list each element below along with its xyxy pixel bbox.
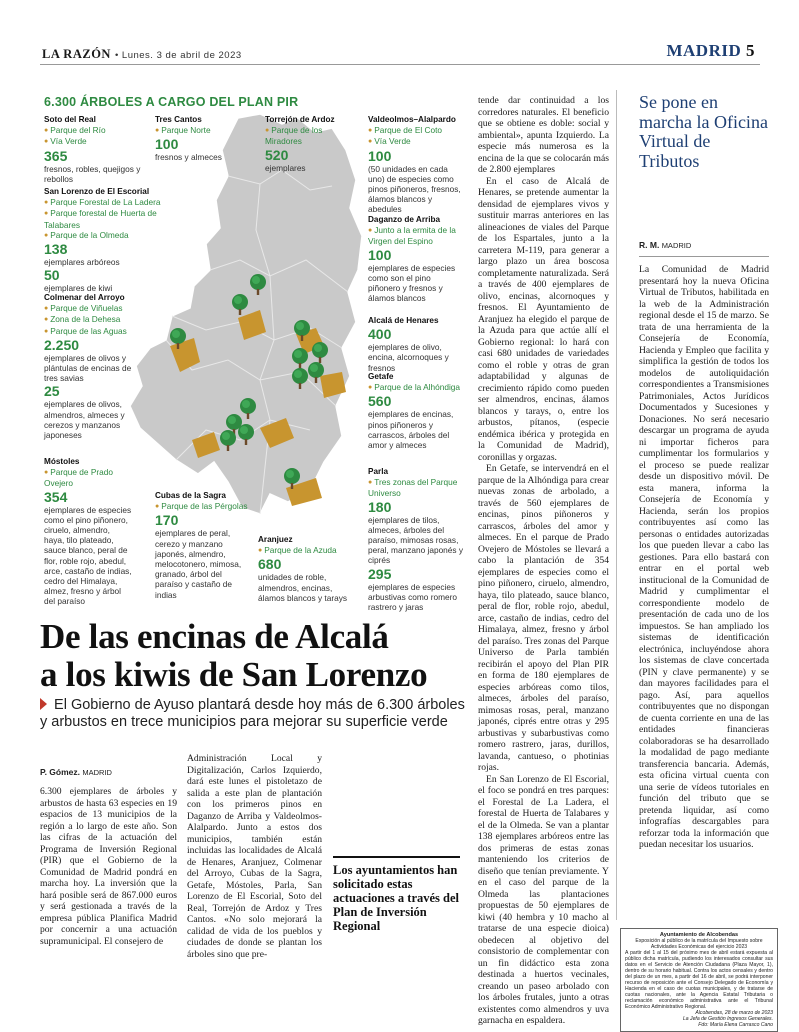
municipality-valdeolmos-alalpardo	[368, 115, 463, 215]
site-label: ● Parque de la Olmeda	[44, 230, 164, 241]
tree-count: 138	[44, 241, 68, 258]
tree-count-secondary: 295	[368, 565, 392, 582]
tree-count: 400	[368, 326, 392, 343]
site-label: ● Junto a la ermita de la Virgen del Espino	[368, 225, 463, 246]
article-paragraph: 6.300 ejemplares de árboles y arbustos de hasta 63 especies en 19 espacios de 13 municipios de la región a lo largo de este año. Son las cifras de la actuación del Programa de Inversión Regional (PIR) que el Gobierno de la Comunidad de Madrid pondrá en marcha hoy. La inversión que la hará posible será de 867.000 euros y será gestionada a través de la empresa pública Planifica Madrid por concernir a una actuación supramunicipal. El consejero de	[40, 786, 177, 947]
tree-count-secondary: 50	[44, 267, 60, 284]
municipality-name: Aranjuez	[258, 535, 293, 544]
article-paragraph: Administración Local y Digitalización, Carlos Izquierdo, dará este lunes el pistoletazo de salida a este plan de plantación con los primeros pinos en Daganzo de Arriba y Valdeolmos-Alalpardo. Junto a estos dos municipios, también están incluidas las localidades de Alcalá de Henares, Aranjuez, Colmenar del Arroyo, Cubas de la Sagra, Getafe, Móstoles, Parla, San Lorenzo de El Escorial, Soto del Real, Torrejón de Ardoz y Tres Cantos. «No solo mejorará la calidad de vida de los pueblos y ciudades de donde se plantan los árboles sino que pre-	[187, 753, 322, 960]
page-number: 5	[746, 41, 755, 60]
sidebar-title: Se pone en marcha la Oficina Virtual de Tributos	[639, 92, 768, 171]
municipality-soto-del-real	[44, 115, 144, 184]
notice-signer-name: Fdo: María Elena Carrasco Cano	[698, 1022, 773, 1028]
species-description: ejemplares de olivos y plántulas de encinas de tres savias	[44, 352, 132, 384]
masthead	[42, 47, 242, 62]
site-label: ● Parque de las Pérgolas	[155, 501, 250, 512]
article-paragraph: En el caso de Alcalá de Henares, se pretende aumentar la densidad de ejemplares vivos y sustituir marras anteriores en las alineaciones de viales del Parque de los Espartales, junto a la carretera M-119, para generar a largo plazo un área boscosa completamente naturalizada. Será a través de 400 ejemplares de olivo, encinas, alcornoques y fresnos. El Ayuntamiento de Aranjuez ha elegido el parque de la Azuda para que actúe allí el Gobierno regional: lo hará con casi 680 unidades de variedades como el roble y otras de gran adaptabilidad y algunas de crecimiento rápido como pueden ser almendros, encinas, álamos blancos y tarays, o, entre los arbustos, pítanos, (especie endémica ibérica y protegida en la Comunidad de Madrid), coronillas y orgazas.	[478, 175, 609, 463]
tree-count-secondary: 25	[44, 383, 60, 400]
species-description: ejemplares de especies como son el pino piñonero y fresnos y álamos blancos	[368, 262, 456, 304]
notice-date: Alcobendas, 28 de marzo de 2023	[695, 1010, 773, 1016]
tree-count: 100	[368, 147, 392, 164]
municipality-aranjuez	[258, 535, 358, 603]
tree-count: 560	[368, 393, 392, 410]
municipality-name: Colmenar del Arroyo	[44, 293, 125, 302]
municipality-name: Móstoles	[44, 457, 80, 466]
section-label	[666, 41, 755, 61]
site-label: ● Parque de la Alhóndiga	[368, 382, 463, 393]
section-name: MADRID	[666, 41, 742, 60]
species-description: ejemplares de olivo, encina, alcornoques y fresnos	[368, 342, 449, 373]
municipality-san-lorenzo-de-el-escorial	[44, 187, 164, 293]
municipality-parla	[368, 467, 463, 612]
municipality-alcala-de-henares	[368, 316, 463, 373]
species-description: ejemplares de tilos, almeces, árboles del paraíso, mimosas rosas, peral, manzano japonés y ciprés	[368, 514, 464, 566]
municipality-name: Valdeolmos–Alalpardo	[368, 115, 456, 124]
municipality-name: Parla	[368, 467, 389, 476]
site-label: ● Parque del Río	[44, 125, 144, 136]
subtitle-line-2: y arbustos en trece municipios para mejorar su superficie verde	[40, 714, 448, 730]
article-paragraph: En San Lorenzo de El Escorial, el foco se pondrá en tres parques: el Forestal de La Ladera, el forestal de Huerta de Talabares y el de la Olmeda. Se van a plantar 138 ejemplares arbóreos entre las dos primeras de estas zonas manteniendo los criterios de diseño que tenían previamente. Y en el caso del parque de la Olmeda las plantaciones propuestas de 50 ejemplares de kiwi (40 hembra y 10 macho al tratarse de una especie dioica) obedecen al objetivo del consistorio de complementar con un fin didáctico esta zona destinada a huertos vecinales, creando un paseo arbolado con los árboles frutales, junto a otras existentes como almendros y uva garnacha en espaldera.	[478, 773, 609, 1026]
sidebar-author: R. M.	[639, 240, 660, 250]
municipality-name: Daganzo de Arriba	[368, 215, 441, 224]
public-notice	[620, 928, 778, 1032]
municipality-name: Soto del Real	[44, 115, 96, 124]
notice-body: A partir del 1 al 15 del próximo mes de abril estará expuesta al público dicha matrícula, pudiendo los interesados consultar sus datos en el Servicio de Atención Ciudadana (Plaza Mayor, 1), dentro de su horario habitual. Contra los actos censales y dentro del plazo de un mes, a partir del 16 de abril, se podrá interponer recurso de reposición ante el Consejo Delegado de Economía y Hacienda en el caso de cuotas municipales, y de tratarse de cuotas nacionales, ante la Agencia Estatal Tributaria o reclamación económico administrativa ante el Tribunal Económico Administrativo Regional.	[625, 950, 773, 1010]
municipality-mostoles	[44, 457, 132, 607]
species-description-secondary: ejemplares de especies arbustivas como romero rastrero y jaras	[368, 581, 457, 613]
site-label: ● Vía Verde	[368, 136, 463, 147]
municipality-tres-cantos	[155, 115, 255, 163]
site-label: ● Parque forestal de Huerta de Talabares	[44, 208, 164, 229]
species-description: ejemplares de especies como el pino piñonero, ciruelo, almendro, haya, tilo plateado, sauce blanco, peral de flor, roble rojo, abedul, arce, castaño de indias, cedro del Himalaya, almez, fresno y árbol del paraíso	[44, 504, 132, 607]
byline-place: MADRID	[82, 768, 112, 777]
sidebar-place: MADRID	[661, 241, 692, 250]
subtitle-line-1: El Gobierno de Ayuso plantará desde hoy más de 6.300 árboles	[54, 697, 465, 713]
species-description: ejemplares de encinas, pinos piñoneros y carrascos, árboles del amor y almeces	[368, 409, 454, 451]
site-label: ● Zona de la Dehesa	[44, 314, 136, 325]
column-divider	[616, 90, 617, 920]
tree-count: 180	[368, 498, 392, 515]
species-description: unidades de roble, almendros, encinas, álamos blancos y tarays	[258, 572, 348, 603]
masthead-date: • Lunes. 3 de abril de 2023	[114, 50, 242, 61]
sidebar-paragraph: La Comunidad de Madrid presentará hoy la nueva Oficina Virtual de Tributos, habilitada en la web de la Administración regional desde el 15 de marzo. Se trata de una herramienta de la Consejería de Economía, Hacienda y Empleo que facilita y simplifica la gestión de todos los modelos de autoliquidación correspondientes a Transmisiones Patrimoniales, Actos Jurídicos Documentados y Sucesiones y Donaciones. No será necesario descargar un programa de ayuda ni importar ficheros para cumplimentar los formularios y el proceso se puede realizar desde un dispositivo móvil. De esta manera, informa la Consejería de Economía y Hacienda, serán los propios contribuyentes así como las personas o entidades autorizadas los que pueden llevar a cabo las gestiones. Para ello bastará con entrar en el portal web institucional de la Comunidad de Madrid y cumplimentar el correspondiente modelo de presentación de cada uno de los impuestos. Se han ampliado los sistemas de identificación electrónica, incluyéndose ahora los sistemas de clave concertada (PIN y clave permanente) y se dan mayores facilidades para el pago. Así, para aquellos contribuyentes que no dispongan de cuenta corriente en una de las entidades financieras colaboradoras se ha desarrollado la modalidad de pago mediante transferencia bancaria. Además, esta oficina virtual cuenta con una serie de vídeos tutoriales en función del tributo que se pretenda liquidar, así como infografías descargables para reforzar toda la información que puedan necesitar los usuarios.	[639, 264, 769, 850]
species-description: ejemplares de peral, cerezo y manzano japonés, almendro, melocotonero, mimosa, granado, árbol del paraíso y castaño de indias	[155, 528, 242, 600]
header-rule	[40, 64, 760, 65]
municipality-name: Alcalá de Henares	[368, 316, 439, 325]
article-paragraph: En Getafe, se intervendrá en el parque de la Alhóndiga para crear nuevas zonas de arbolado, a través de 560 ejemplares de encinas, pinos piñoneros y carrascos, árboles del amor y almeces. En el parque de Prado Ovejero de Móstoles se llevará a cabo la plantación de 354 ejemplares de especies como el pino piñonero, ciruelo, almendro, haya, tilo plateado, sauce blanco, peral de flor, roble rojo, abedul, arce, castaño de indias, cedro del Himalaya, almez, fresno y árbol del paraíso. Tres zonas del Parque Universo de Parla también recibirán el apoyo del Plan PIR en forma de 180 ejemplares de especies arbóreas como tilos, almeces, árboles del paraíso, mimosas rosas, peral, manzano japonés, ciprés entre otras y 295 arbustivas y subarbustivas como romero rastrero, jaras, durillos, lavanda, cantueso, o photinias rojas.	[478, 463, 609, 773]
site-label: ● Parque de El Coto	[368, 125, 463, 136]
species-description: fresnos, robles, quejigos y rebollos	[44, 163, 141, 184]
tree-count: 520	[265, 146, 289, 163]
species-description-secondary: ejemplares de olivos, almendros, almeces y cerezos y manzanos japoneses	[44, 399, 125, 441]
site-label: ● Parque Norte	[155, 125, 255, 136]
pullquote-rule	[333, 856, 460, 858]
headline-line-2: a los kiwis de San Lorenzo	[40, 655, 428, 694]
madrid-region-shape	[130, 114, 362, 514]
notice-subject: Exposición al público de la matrícula del Impuesto sobre Actividades Económicas del ejercicio 2023	[635, 938, 763, 950]
article-column-2	[187, 753, 322, 960]
site-label: ● Vía Verde	[44, 136, 144, 147]
tree-count: 170	[155, 512, 179, 529]
tree-count: 100	[368, 246, 392, 263]
article-paragraph: tende dar continuidad a los corredores naturales. El beneficio que se obtiene es doble: social y ambiental», apunta Izquierdo. La especie más numerosa es la encina de la que se colocarán más de 2.800 ejemplares	[478, 95, 609, 175]
article-column-3	[478, 95, 609, 1027]
site-label: ● Parque de Prado Ovejero	[44, 467, 132, 488]
municipality-cubas-de-la-sagra	[155, 491, 250, 600]
infographic-title: 6.300 ÁRBOLES A CARGO DEL PLAN PIR	[44, 95, 299, 109]
sidebar-body	[639, 264, 769, 851]
site-label: ● Parque de la Azuda	[258, 545, 358, 556]
headline	[40, 618, 427, 694]
site-label: ● Parque de Viñuelas	[44, 303, 136, 314]
site-label: ● Parque de las Aguas	[44, 326, 136, 337]
species-description-secondary: ejemplares de kiwi	[44, 283, 113, 294]
species-description: (50 unidades en cada uno) de especies como pinos piñoneros, fresnos, álamos blancos y abedules	[368, 163, 461, 215]
species-description: ejemplares arbóreos	[44, 257, 120, 268]
municipality-daganzo-de-arriba	[368, 215, 463, 303]
site-label: ● Tres zonas del Parque Universo	[368, 477, 463, 498]
municipality-name: Cubas de la Sagra	[155, 491, 226, 500]
byline-author: P. Gómez.	[40, 767, 80, 777]
tree-count: 2.250	[44, 336, 80, 353]
municipality-getafe	[368, 372, 463, 450]
municipality-torrejon-de-ardoz	[265, 115, 345, 173]
pullquote: Los ayuntamientos han solicitado estas actuaciones a través del Plan de Inversión Regional	[333, 863, 460, 933]
tree-count: 680	[258, 556, 282, 573]
tree-count: 354	[44, 488, 68, 505]
sidebar-byline	[639, 240, 691, 250]
municipality-name: Tres Cantos	[155, 115, 202, 124]
notice-title: Ayuntamiento de Alcobendas	[659, 932, 739, 938]
sidebar-rule	[639, 256, 769, 257]
subtitle	[40, 697, 470, 731]
municipality-name: Getafe	[368, 372, 394, 381]
municipality-name: Torrejón de Ardoz	[265, 115, 335, 124]
municipality-colmenar-del-arroyo	[44, 293, 136, 440]
tree-count: 100	[155, 136, 179, 153]
madrid-map	[110, 110, 370, 530]
article-column-1	[40, 786, 177, 947]
species-description: fresnos y almeces	[155, 152, 222, 163]
tree-count: 365	[44, 147, 68, 164]
masthead-name: LA RAZÓN	[42, 47, 111, 61]
notice-signer-role: La Jefa de Gestión Ingresos Generales.	[682, 1016, 773, 1022]
species-description: ejemplares	[265, 162, 306, 173]
byline	[40, 767, 112, 777]
headline-line-1: De las encinas de Alcalá	[40, 617, 389, 656]
site-label: ● Parque Forestal de La Ladera	[44, 197, 164, 208]
site-label: ● Parque de los Miradores	[265, 125, 345, 146]
municipality-name: San Lorenzo de El Escorial	[44, 187, 150, 196]
